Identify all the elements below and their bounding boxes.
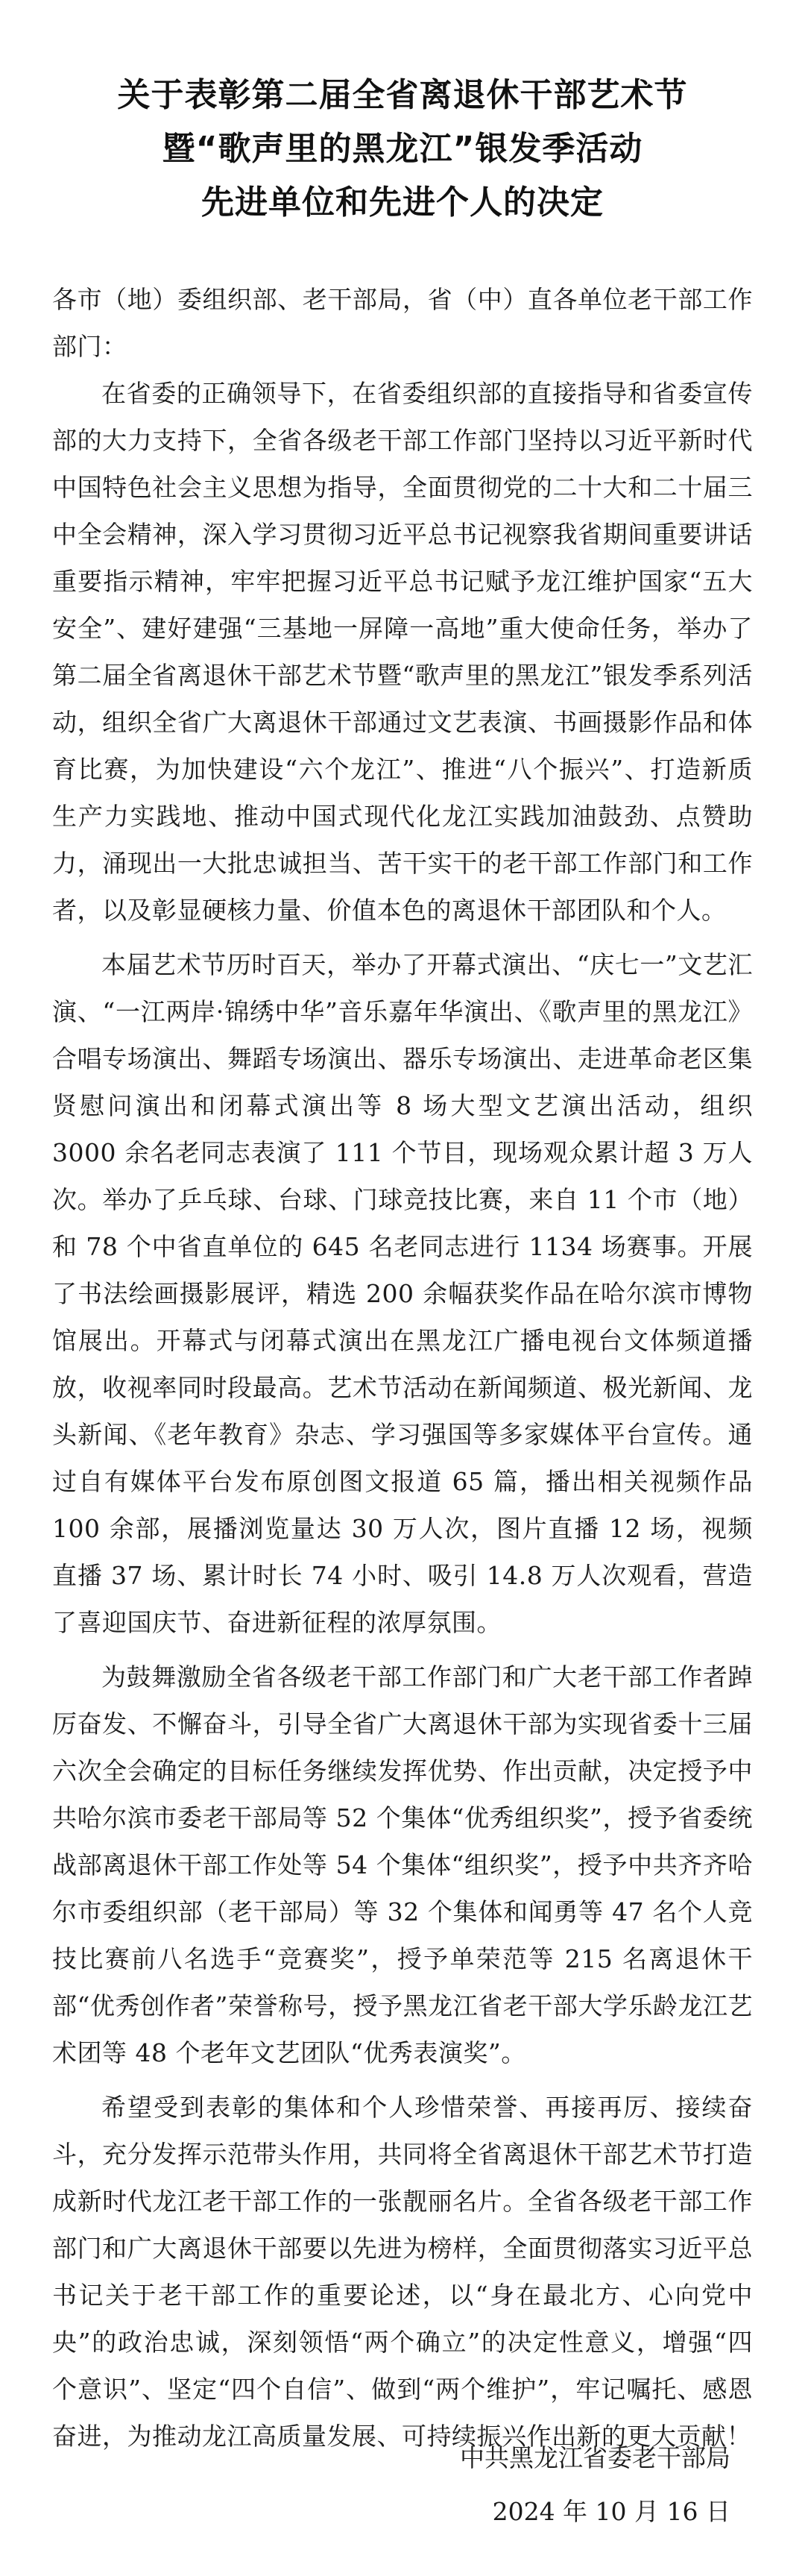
paragraph-3: 为鼓舞激励全省各级老干部工作部门和广大老干部工作者踔厉奋发、不懈奋斗，引导全省广大离退休干部为实现省委十三届六次全会确定的目标任务继续发挥优势、作出贡献，决定授予中共哈尔滨市委老干部局等 52 个集体“优秀组织奖”，授予省委统战部离退休干部工作处等 54 个集体“组织奖”，授予中共齐齐哈尔市委组织部（老干部局）等 32 个集体和闻勇等 47 名个人竞技比赛前八名选手“竞赛奖”，授予单荣范等 215 名离退休干部“优秀创作者”荣誉称号，授予黑龙江省老干部大学乐龄龙江艺术团等 48 个老年文艺团队“优秀表演奖”。 <box>52 1662 753 2067</box>
document-title <box>0 69 805 230</box>
paragraph-4: 希望受到表彰的集体和个人珍惜荣誉、再接再厉、接续奋斗，充分发挥示范带头作用，共同将全省离退休干部艺术节打造成新时代龙江老干部工作的一张靓丽名片。全省各级老干部工作部门和广大离退休干部要以先进为榜样，全面贯彻落实习近平总书记关于老干部工作的重要论述，以“身在最北方、心向党中央”的政治忠诚，深刻领悟“两个确立”的决定性意义，增强“四个意识”、坚定“四个自信”、做到“两个维护”，牢记嘱托、感恩奋进，为推动龙江高质量发展、可持续振兴作出新的更大贡献！ <box>52 2093 753 2451</box>
paragraph-2: 本届艺术节历时百天，举办了开幕式演出、“庆七一”文艺汇演、“一江两岸·锦绣中华”音乐嘉年华演出、《歌声里的黑龙江》合唱专场演出、舞蹈专场演出、器乐专场演出、走进革命老区集贤慰问演出和闭幕式演出等 8 场大型文艺演出活动，组织 3000 余名老同志表演了 111 个节目，现场观众累计超 3 万人次。举办了乒乓球、台球、门球竞技比赛，来自 11 个市（地）和 78 个中省直单位的 645 名老同志进行 1134 场赛事。开展了书法绘画摄影展评，精选 200 余幅获奖作品在哈尔滨市博物馆展出。开幕式与闭幕式演出在黑龙江广播电视台文体频道播放，收视率同时段最高。艺术节活动在新闻频道、极光新闻、龙头新闻、《老年教育》杂志、学习强国等多家媒体平台宣传。通过自有媒体平台发布原创图文报道 65 篇，播出相关视频作品 100 余部，展播浏览量达 30 万人次，图片直播 12 场，视频直播 37 场、累计时长 74 小时、吸引 14.8 万人次观看，营造了喜迎国庆节、奋进新征程的浓厚氛围。 <box>52 950 753 1637</box>
title-line-2: 暨“歌声里的黑龙江”银发季活动 <box>162 130 643 168</box>
title-line-1: 关于表彰第二届全省离退休干部艺术节 <box>117 76 688 114</box>
paragraph-1: 在省委的正确领导下，在省委组织部的直接指导和省委宣传部的大力支持下，全省各级老干部工作部门坚持以习近平新时代中国特色社会主义思想为指导，全面贯彻党的二十大和二十届三中全会精神，深入学习贯彻习近平总书记视察我省期间重要讲话重要指示精神，牢牢把握习近平总书记赋予龙江维护国家“五大安全”、建好建强“三基地一屏障一高地”重大使命任务，举办了第二届全省离退休干部艺术节暨“歌声里的黑龙江”银发季系列活动，组织全省广大离退休干部通过文艺表演、书画摄影作品和体育比赛，为加快建设“六个龙江”、推进“八个振兴”、打造新质生产力实践地、推动中国式现代化龙江实践加油鼓劲、点赞助力，涌现出一大批忠诚担当、苦干实干的老干部工作部门和工作者，以及彰显硬核力量、价值本色的离退休干部团队和个人。 <box>52 379 753 925</box>
issuer-name: 中共黑龙江省委老干部局 <box>460 2443 730 2472</box>
issue-date: 2024 年 10 月 16 日 <box>492 2497 730 2526</box>
addressee: 各市（地）委组织部、老干部局，省（中）直各单位老干部工作部门： <box>52 285 753 361</box>
title-line-3: 先进单位和先进个人的决定 <box>201 183 604 222</box>
document-body <box>52 276 753 2467</box>
signature-block <box>460 2431 730 2539</box>
